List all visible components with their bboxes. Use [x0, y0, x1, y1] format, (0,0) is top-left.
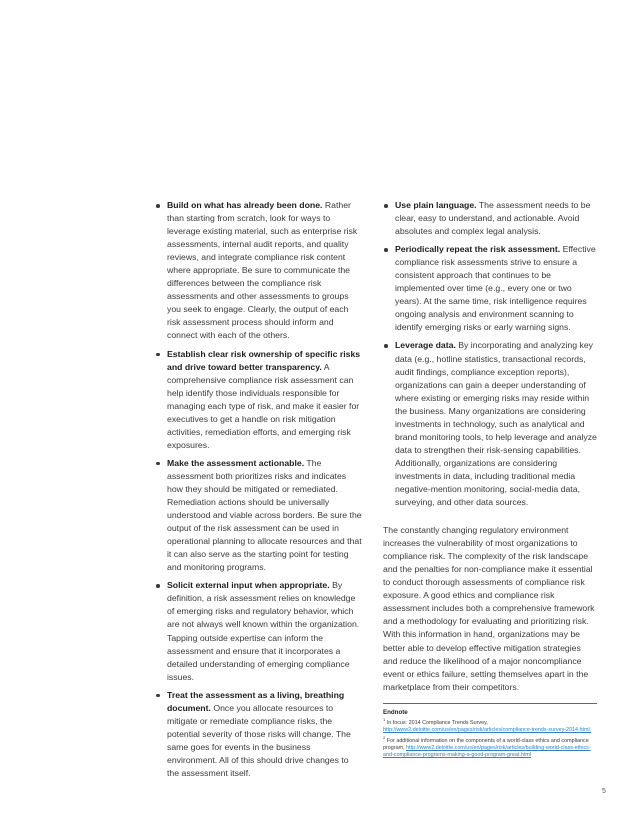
list-item: [383, 199, 597, 238]
list-item: [383, 243, 597, 334]
item-body: Once you allocate resources to mitigate or remediate compliance risks, the potential severity of those risks will change. The same goes for events in the business environment. All of this should drive changes to the assessment itself.: [167, 702, 351, 778]
item-heading: Treat the assessment as a living, breathing document.: [167, 689, 345, 713]
item-body: A comprehensive compliance risk assessment can help identify those individuals responsible for managing each type of risk, and make it easier for executives to get a handle on risk mitigation activities, remediation efforts, and emerging risk exposures.: [167, 361, 360, 450]
endnote-link[interactable]: http://www2.deloitte.com/us/en/pages/risk/articles/compliance-trends-survey-2014.html.: [383, 727, 592, 734]
left-column: [155, 199, 363, 785]
item-heading: Use plain language.: [395, 200, 477, 210]
item-body: The assessment both prioritizes risks and indicates how they should be mitigated or remediated. Remediation actions should be universally understood and viable across borders. Be sure the output of the risk assessment can be used in operational planning to allocate resources and that it can also serve as the starting point for testing and monitoring programs.: [167, 457, 362, 573]
list-item: [155, 199, 363, 343]
item-body: The assessment needs to be clear, easy to understand, and actionable. Avoid absolutes and complex legal analysis.: [395, 200, 591, 237]
endnotes: [383, 703, 597, 760]
list-item: [155, 457, 363, 574]
item-heading: Solicit external input when appropriate.: [167, 580, 330, 591]
item-body: By incorporating and analyzing key data (e.g., hotline statistics, transactional records, audit findings, compliance exception reports), organizations can gain a deeper understanding of where existing or emerging risks may reside within the business. Many organizations are considering investments in technology, such as analytical and brand monitoring tools, to help leverage and analyze data to strengthen their risk-sensing capabilities. Additionally, organizations are considering investments in data, including traditional media negative-mention monitoring, social-media data, surveying, and other data sources.: [395, 340, 597, 508]
item-body: By definition, a risk assessment relies on knowledge of emerging risks and regulatory behavior, which are not always well known within the organization. Tapping outside expertise can inform the assessment and ensure that it incorporates a detailed understanding of emerging compliance issues.: [167, 580, 360, 682]
right-column: [383, 199, 597, 763]
item-heading: Build on what has already been done.: [167, 200, 323, 210]
item-heading: Leverage data.: [395, 340, 456, 351]
item-body: Rather than starting from scratch, look for ways to leverage existing material, such as enterprise risk assessments, internal audit reports, and quality reviews, and integrate compliance risk content where appropriate. Be sure to communicate the differences between the compliance risk assessments and other assessments to groups you seek to engage. Clearly, the output of each risk assessment process should inform and connect with each of the others.: [167, 200, 358, 341]
summary-paragraph: The constantly changing regulatory environment increases the vulnerability of most organizations to compliance risk. The complexity of the risk landscape and the penalties for non-compliance make it essential to conduct thorough assessments of compliance risk exposure. A good ethics and compliance risk assessment includes both a comprehensive framework and a methodology for evaluating and prioritizing risk. With this information in hand, organizations may be better able to develop effective mitigation strategies and reduce the likelihood of a major noncompliance event or ethics failure, setting themselves apart in the marketplace from their competitors.: [383, 525, 595, 692]
list-item: [155, 689, 363, 780]
item-heading: Make the assessment actionable.: [167, 457, 305, 468]
endnote-text: For additional information on the components of a world-class ethics and compliance program,: [383, 737, 589, 751]
list-item: [383, 339, 597, 509]
endnote-number: 1: [383, 716, 386, 722]
list-item: [155, 579, 363, 683]
right-bullet-list: [383, 199, 597, 509]
endnote-2: [383, 734, 597, 760]
endnote-number: 2: [383, 734, 386, 740]
list-item: [155, 348, 363, 452]
endnote-1: [383, 716, 597, 735]
page-number: 5: [602, 788, 606, 795]
endnote-heading: Endnote: [383, 708, 408, 716]
endnote-link[interactable]: http://www2.deloitte.com/us/en/pages/risk/articles/building-world-class-ethics-and-compliance-programs-making-a-good-program-great.html: [383, 744, 591, 759]
endnote-text: In focus: 2014 Compliance Trends Survey,: [385, 719, 488, 726]
item-body: Effective compliance risk assessments strive to ensure a consistent approach that continues to be implemented over time (e.g., every one or two years). At the same time, risk intelligence requires ongoing analysis and environment scanning to identify emerging risks or early warning signs.: [395, 244, 596, 333]
item-heading: Periodically repeat the risk assessment.: [395, 244, 561, 255]
item-heading: Establish clear risk ownership of specific risks and drive toward better transparency.: [167, 348, 361, 372]
left-bullet-list: [155, 199, 363, 780]
